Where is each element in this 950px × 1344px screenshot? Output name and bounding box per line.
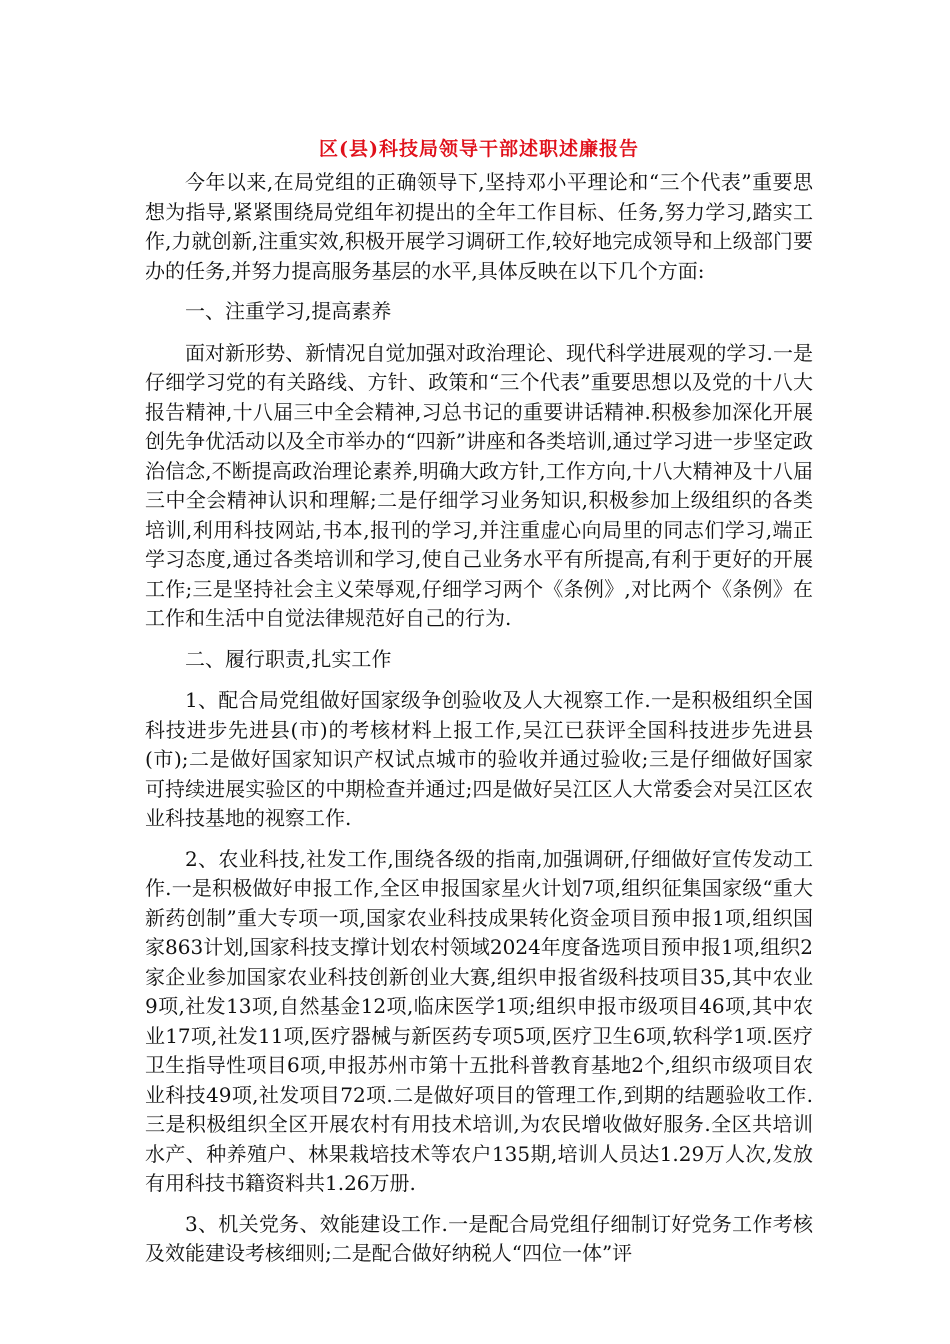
duty-item-2: 2、农业科技,社发工作,围绕各级的指南,加强调研,仔细做好宣传发动工作.一是积极做好申报工作,全区申报国家星火计划7项,组织征集国家级“重大新药创制”重大专项一项,国家农业科技成果转化资金项目预申报1项,组织国家863计划,国家科技支撑计划农村领域2024年度备选项目预申报1项,组织2家企业参加国家农业科技创新创业大赛,组织申报省级科技项目35,其中农业9项,社发13项,自然基金12项,临床医学1项;组织申报市级项目46项,其中农业17项,社发11项,医疗器械与新医药专项5项,医疗卫生6项,软科学1项.医疗卫生指导性项目6项,申报苏州市第十五批科普教育基地2个,组织市级项目农业科技49项,社发项目72项.二是做好项目的管理工作,到期的结题验收工作.三是积极组织全区开展农村有用技术培训,为农民增收做好服务.全区共培训水产、种养殖户、林果栽培技术等农户135期,培训人员达1.29万人次,发放有用科技书籍资料共1.26万册. xyxy=(145,846,813,1195)
document-title: 区(县)科技局领导干部述职述廉报告 xyxy=(319,138,639,160)
intro-paragraph: 今年以来,在局党组的正确领导下,坚持邓小平理论和“三个代表”重要思想为指导,紧紧围绕局党组年初提出的全年工作目标、任务,努力学习,踏实工作,力就创新,注重实效,积极开展学习调研工作,较好地完成领导和上级部门要办的任务,并努力提高服务基层的水平,具体反映在以下几个方面: xyxy=(145,170,813,283)
section-heading-2: 二、履行职责,扎实工作 xyxy=(185,646,392,671)
duty-item-3: 3、机关党务、效能建设工作.一是配合局党组仔细制订好党务工作考核及效能建设考核细则;二是配合做好纳税人“四位一体”评 xyxy=(145,1211,813,1265)
study-paragraph: 面对新形势、新情况自觉加强对政治理论、现代科学进展观的学习.一是仔细学习党的有关路线、方针、政策和“三个代表”重要思想以及党的十八大报告精神,十八届三中全会精神,习总书记的重要讲话精神.积极参加深化开展创先争优活动以及全市举办的“四新”讲座和各类培训,通过学习进一步坚定政治信念,不断提高政治理论素养,明确大政方针,工作方向,十八大精神及十八届三中全会精神认识和理解;二是仔细学习业务知识,积极参加上级组织的各类培训,利用科技网站,书本,报刊的学习,并注重虚心向局里的同志们学习,端正学习态度,通过各类培训和学习,使自己业务水平有所提高,有利于更好的开展工作;三是坚持社会主义荣辱观,仔细学习两个《条例》,对比两个《条例》在工作和生活中自觉法律规范好自己的行为. xyxy=(145,340,813,630)
section-heading-1: 一、注重学习,提高素养 xyxy=(185,299,392,323)
document-page xyxy=(145,128,813,1280)
duty-item-1: 1、配合局党组做好国家级争创验收及人大视察工作.一是积极组织全国科技进步先进县(市)的考核材料上报工作,吴江已获评全国科技进步先进县(市);二是做好国家知识产权试点城市的验收并通过验收;三是仔细做好国家可持续进展实验区的中期检查并通过;四是做好吴江区人大常委会对吴江区农业科技基地的视察工作. xyxy=(145,688,813,830)
